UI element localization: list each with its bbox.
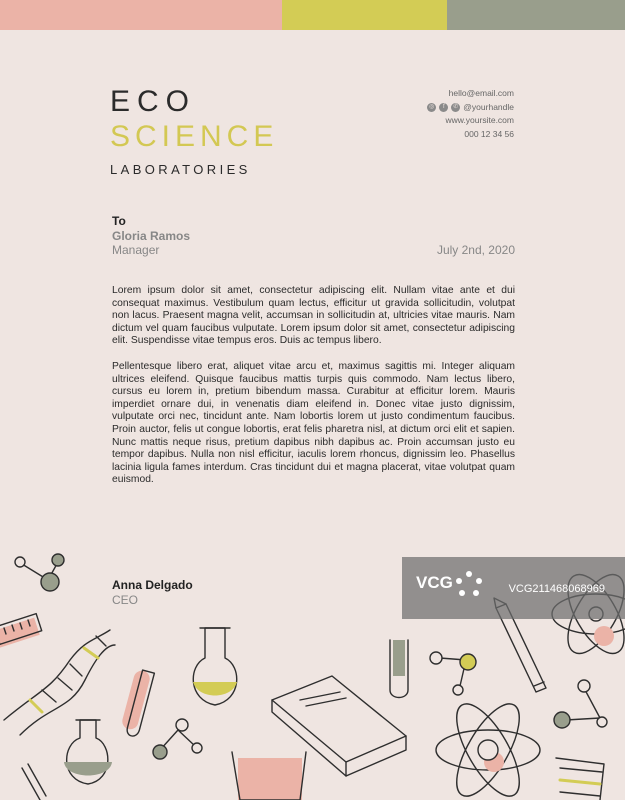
contact-social — [427, 101, 514, 115]
test-tube-icon — [390, 640, 408, 698]
ruler-icon — [0, 614, 42, 649]
body-paragraph: Lorem ipsum dolor sit amet, consectetur adipiscing elit. Nullam vitae ante et dui consequat maximus. Vestibulum quam lectus, efficitur ut gravida sollicitudin, volutpat non lacus. Praesent magna velit, accumsan in sollicitudin at, ultricies vitae mauris. Nam dictum vel quam faucibus vulputate. Lorem ipsum dolor sit amet, consectetur adipiscing elit. Suspendisse vitae tempus eros. Duis ac tempus libero. — [112, 285, 515, 347]
to-label: To — [112, 214, 126, 228]
logo-laboratories: LABORATORIES — [110, 162, 251, 177]
instagram-icon: ◎ — [429, 103, 435, 110]
sender-name: Anna Delgado — [112, 578, 193, 592]
molecule-icon — [15, 554, 64, 591]
header-band-yellow — [282, 0, 447, 30]
molecule-icon — [554, 680, 607, 728]
molecule-icon — [430, 652, 476, 695]
facebook-icon: f — [439, 103, 448, 112]
beaker-icon — [232, 752, 306, 800]
dna-icon — [4, 630, 115, 735]
watermark-brand: VCG — [416, 573, 453, 592]
contact-handle: @yourhandle — [463, 101, 514, 112]
vcg-logo-icon — [454, 569, 484, 599]
logo-science: SCIENCE — [110, 120, 279, 153]
logo-eco: ECO — [110, 85, 197, 118]
molecule-icon — [153, 719, 202, 759]
dna-icon — [556, 758, 604, 800]
contact-phone: 000 12 34 56 — [464, 128, 514, 139]
header-band-pink — [0, 0, 282, 30]
watermark — [402, 557, 625, 619]
company-logo — [110, 86, 278, 177]
flask-icon — [193, 628, 237, 705]
whatsapp-icon: ✆ — [453, 103, 459, 110]
atom-icon — [436, 695, 540, 800]
flask-icon — [64, 720, 112, 784]
contact-email: hello@email.com — [448, 88, 514, 98]
recipient-title: Manager — [112, 243, 160, 257]
watermark-id: VCG211468068969 — [508, 583, 605, 595]
contact-block — [427, 87, 514, 141]
recipient-name: Gloria Ramos — [112, 229, 191, 243]
contact-website: www.yoursite.com — [445, 115, 514, 126]
letter-body — [112, 285, 515, 500]
sender-title: CEO — [112, 593, 139, 607]
body-paragraph: Pellentesque libero erat, aliquet vitae arcu et, maximus sagittis mi. Integer aliquam ultrices eleifend. Quisque faucibus mattis turpis quis commodo. Nam lectus libero, cursus eu lorem in, pretium bibendum massa. Curabitur at efficitur lorem. Mauris imperdiet ornare dui, in venenatis diam eleifend in. Donec vitae justo dignissim, vulputate orci nec, tincidunt ante. Nam lobortis lorem ut justo condimentum faucibus. Proin auctor, felis ut congue lobortis, erat felis pharetra nisl, at dictum orci elit et sapien. Nunc mattis neque risus, pretium dapibus nibh dapibus ac. Proin accumsan justo eu tempor dapibus. Nulla non nisl efficitur, iaculis lorem rhoncus, dignissim leo. Phasellus lacinia ligula fames interdum. Cras tincidunt dui et magna placerat, vitae volutpat quam euismod. — [112, 360, 515, 486]
header-band-gray — [447, 0, 625, 30]
test-tube-icon — [121, 669, 155, 738]
letter-date: July 2nd, 2020 — [436, 243, 515, 257]
